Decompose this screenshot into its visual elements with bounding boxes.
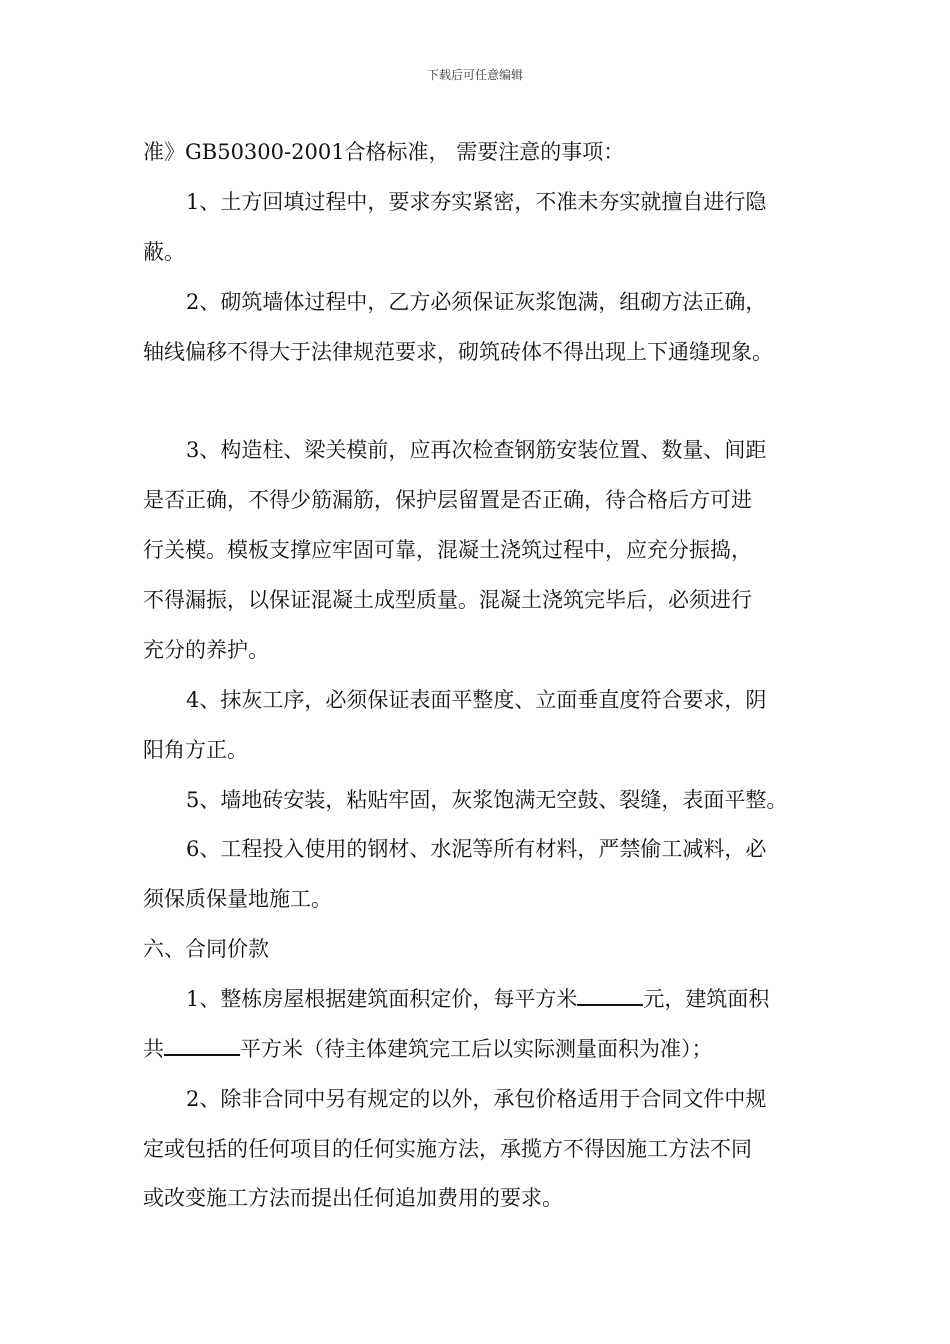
area-line	[143, 1034, 713, 1064]
text-line: 或改变施工方法而提出任何追加费用的要求。	[143, 1186, 563, 1210]
text-line: 轴线偏移不得大于法律规范要求，砌筑砖体不得出现上下通缝现象。	[143, 340, 773, 364]
text-line: 2、除非合同中另有规定的以外，承包价格适用于合同文件中规	[186, 1087, 767, 1111]
text-line: 准》GB50300-2001合格标准， 需要注意的事项：	[143, 140, 625, 164]
text-line: 充分的养护。	[143, 638, 269, 662]
text-line: 6、工程投入使用的钢材、水泥等所有材料，严禁偷工减料，必	[186, 837, 767, 861]
price-line-before: 1、整栋房屋根据建筑面积定价，每平方米	[186, 987, 578, 1011]
price-line	[186, 984, 769, 1014]
text-line: 阳角方正。	[143, 738, 248, 762]
text-line: 须保质保量地施工。	[143, 887, 332, 911]
text-line: 行关模。模板支撑应牢固可靠，混凝土浇筑过程中，应充分振捣，	[143, 538, 752, 562]
section-heading: 六、合同价款	[143, 937, 269, 961]
text-line: 4、抹灰工序，必须保证表面平整度、立面垂直度符合要求，阴	[186, 688, 767, 712]
text-line: 是否正确，不得少筋漏筋，保护层留置是否正确，待合格后方可进	[143, 488, 752, 512]
area-line-before: 共	[143, 1037, 164, 1061]
text-line: 5、墙地砖安装，粘贴牢固，灰浆饱满无空鼓、裂缝，表面平整。	[186, 788, 788, 812]
area-blank	[164, 1034, 240, 1056]
text-line: 不得漏振，以保证混凝土成型质量。混凝土浇筑完毕后，必须进行	[143, 588, 752, 612]
text-line: 3、构造柱、梁关模前，应再次检查钢筋安装位置、数量、间距	[186, 438, 767, 462]
text-line: 2、砌筑墙体过程中，乙方必须保证灰浆饱满，组砌方法正确，	[186, 290, 767, 314]
text-line: 蔽。	[143, 240, 185, 264]
price-line-after: 元，建筑面积	[643, 987, 770, 1011]
area-line-after: 平方米（待主体建筑完工后以实际测量面积为准）；	[240, 1037, 713, 1061]
text-line: 1、土方回填过程中，要求夯实紧密，不准未夯实就擅自进行隐	[186, 190, 767, 214]
text-line: 定或包括的任何项目的任何实施方法，承揽方不得因施工方法不同	[143, 1137, 752, 1161]
price-blank	[577, 984, 643, 1006]
header-note: 下载后可任意编辑	[426, 68, 523, 82]
